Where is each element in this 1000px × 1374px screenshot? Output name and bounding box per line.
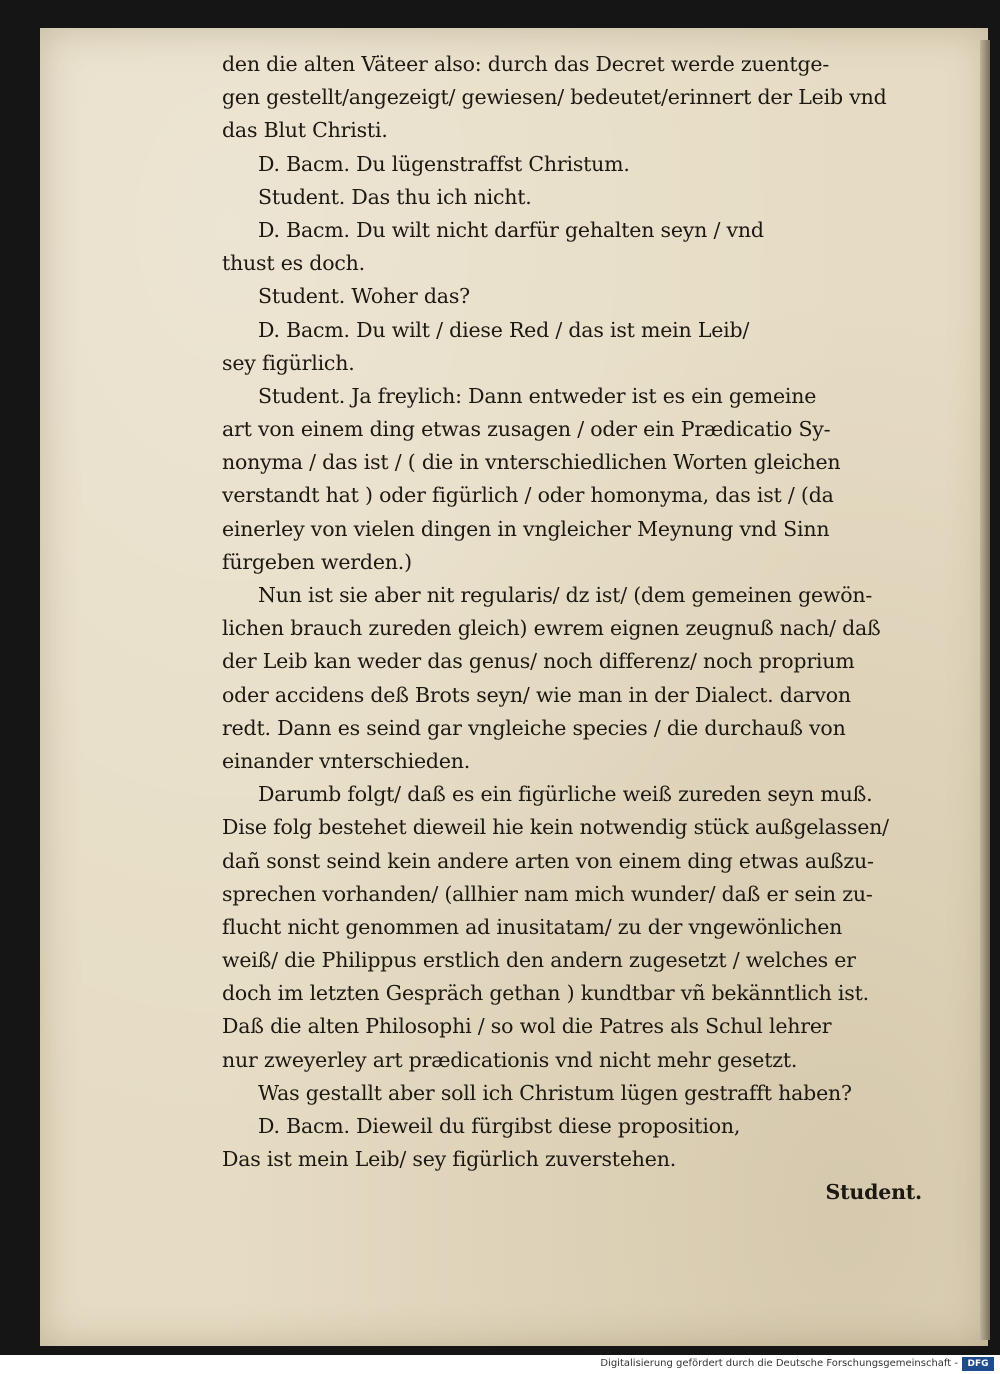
text-line: verstandt hat ) oder figürlich / oder homonyma, das ist / (da xyxy=(222,483,834,508)
text-line: art von einem ding etwas zusagen / oder ein Prædicatio Sy- xyxy=(222,417,831,442)
text-line: Student. Das thu ich nicht. xyxy=(258,184,532,209)
dfg-logo-icon: DFG xyxy=(962,1357,994,1371)
text-line: Nun ist sie aber nit regularis/ dz ist/ (dem gemeinen gewön- xyxy=(258,583,873,607)
text-line: den die alten Väteer also: durch das Decret werde zuentge- xyxy=(222,52,830,76)
text-line: gen gestellt/angezeigt/ gewiesen/ bedeutet/erinnert der Leib vnd xyxy=(222,85,887,110)
text-line: Daß die alten Philosophi / so wol die Patres als Schul lehrer xyxy=(222,1014,832,1039)
text-line: fürgeben werden.) xyxy=(222,549,412,574)
text-line: thust es doch. xyxy=(222,251,365,276)
text-line: oder accidens deß Brots seyn/ wie man in der Dialect. darvon xyxy=(222,682,851,707)
text-line: D. Bacm. Du lügenstraffst Christum. xyxy=(258,151,630,176)
text-line: D. Bacm. Du wilt / diese Red / das ist mein Leib/ xyxy=(258,317,750,342)
text-line: redt. Dann es seind gar vngleiche species / die durchauß von xyxy=(222,715,846,740)
footer-bar xyxy=(0,1355,1000,1374)
text-line: Was gestallt aber soll ich Christum lügen gestrafft haben? xyxy=(258,1080,852,1105)
digitization-credit: Digitalisierung gefördert durch die Deutsche Forschungsgemeinschaft - xyxy=(600,1358,958,1369)
catchword: Student. xyxy=(825,1180,922,1205)
text-line: doch im letzten Gespräch gethan ) kundtbar vñ bekänntlich ist. xyxy=(222,981,869,1006)
text-line: weiß/ die Philippus erstlich den andern zugesetzt / welches er xyxy=(222,948,856,973)
text-line: Darumb folgt/ daß es ein figürliche weiß zureden seyn muß. xyxy=(258,782,873,807)
text-line: lichen brauch zureden gleich) ewrem eignen zeugnuß nach/ daß xyxy=(222,616,881,641)
text-line: der Leib kan weder das genus/ noch differenz/ noch proprium xyxy=(222,649,855,674)
text-line: Student. Woher das? xyxy=(258,284,470,309)
text-line: einander vnterschieden. xyxy=(222,748,471,773)
page-text xyxy=(222,48,922,1210)
text-line: D. Bacm. Du wilt nicht darfür gehalten seyn / vnd xyxy=(258,217,764,242)
text-line: sprechen vorhanden/ (allhier nam mich wunder/ daß er sein zu- xyxy=(222,881,873,906)
text-line: dañ sonst seind kein andere arten von einem ding etwas außzu- xyxy=(222,848,874,873)
text-line: Student. Ja freylich: Dann entweder ist es ein gemeine xyxy=(258,383,817,408)
text-line: das Blut Christi. xyxy=(222,118,388,143)
text-line: sey figürlich. xyxy=(222,350,355,375)
text-line: nur zweyerley art prædicationis vnd nicht mehr gesetzt. xyxy=(222,1047,798,1072)
text-line: einerley von vielen dingen in vngleicher Meynung vnd Sinn xyxy=(222,516,830,541)
text-line: nonyma / das ist / ( die in vnterschiedlichen Worten gleichen xyxy=(222,450,841,475)
text-line: Das ist mein Leib/ sey figürlich zuverstehen. xyxy=(222,1147,677,1172)
page-edge xyxy=(980,40,990,1340)
text-line: flucht nicht genommen ad inusitatam/ zu der vngewönlichen xyxy=(222,914,843,939)
text-line: Dise folg bestehet dieweil hie kein notwendig stück außgelassen/ xyxy=(222,815,889,840)
text-line: D. Bacm. Dieweil du fürgibst diese proposition, xyxy=(258,1114,741,1138)
